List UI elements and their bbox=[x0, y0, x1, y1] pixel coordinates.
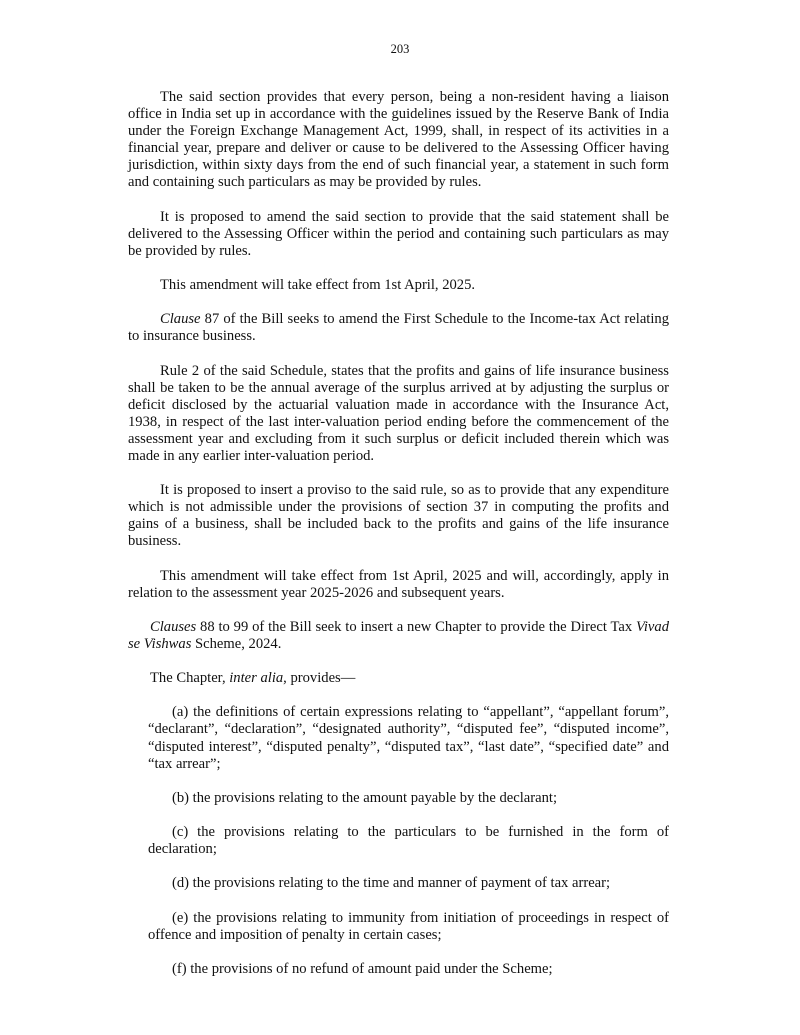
chapter-text: The Chapter, bbox=[150, 670, 230, 687]
list-item-f: (f) the provisions of no refund of amount paid under the Scheme; bbox=[172, 960, 553, 977]
provides-text: , provides— bbox=[283, 670, 356, 687]
paragraph-effective-date-2: This amendment will take effect from 1st April, 2025 and will, accordingly, apply in relation to the assessment year 2025-2026 and subsequent years. bbox=[128, 567, 669, 601]
paragraph-proviso: It is proposed to insert a proviso to the said rule, so as to provide that any expenditure which is not admissible under the provisions of section 37 in computing the profits and gains of a business, shall be included back to the profits and gains of the life insurance business. bbox=[128, 482, 669, 550]
page-number: 203 bbox=[390, 42, 410, 56]
paragraph-chapter-provides bbox=[128, 670, 669, 687]
scheme-name-italic: Vivad se Vishwas bbox=[128, 618, 669, 652]
clause-87-text: 87 of the Bill seeks to amend the First Schedule to the Income-tax Act relating to insurance business. bbox=[128, 311, 669, 345]
clauses-italic: Clauses bbox=[150, 618, 197, 635]
clause-italic: Clause bbox=[160, 311, 201, 328]
list-item-a: (a) the definitions of certain expressions relating to “appellant”, “appellant forum”, “declarant”, “declaration”, “designated authority”, “disputed fee”, “disputed income”, “disputed interest”, “disputed penalty”, “disputed tax”, “last date”, “specified date” and “tax arrear”; bbox=[148, 704, 669, 772]
document-body bbox=[128, 89, 669, 995]
list-item-e: (e) the provisions relating to immunity from initiation of proceedings in respect of offence and imposition of penalty in certain cases; bbox=[148, 909, 669, 943]
paragraph-effective-date: This amendment will take effect from 1st April, 2025. bbox=[160, 277, 476, 294]
clauses-text: 88 to 99 of the Bill seek to insert a new Chapter to provide the Direct Tax bbox=[196, 618, 637, 635]
list-item-d: (d) the provisions relating to the time and manner of payment of tax arrear; bbox=[172, 875, 611, 892]
paragraph-clauses-88-99 bbox=[128, 619, 669, 653]
paragraph-liaison-office: The said section provides that every person, being a non-resident having a liaison office in India set up in accordance with the guidelines issued by the Reserve Bank of India under the Foreign Exchange Management Act, 1999, shall, in respect of its activities in a financial year, prepare and deliver or cause to be delivered to the Assessing Officer having jurisdiction, within sixty days from the end of such financial year, a statement in such form and containing such particulars as may be provided by rules. bbox=[128, 89, 669, 191]
paragraph-clause-87 bbox=[128, 311, 669, 345]
list-item-b: (b) the provisions relating to the amount payable by the declarant; bbox=[172, 789, 557, 806]
list-item-c: (c) the provisions relating to the particulars to be furnished in the form of declaration; bbox=[148, 824, 669, 858]
paragraph-proposed-amendment: It is proposed to amend the said section to provide that the said statement shall be delivered to the Assessing Officer within the period and containing such particulars as may be provided by rules. bbox=[128, 208, 669, 259]
scheme-year-text: Scheme, 2024. bbox=[191, 636, 282, 652]
inter-alia-italic: inter alia bbox=[229, 670, 284, 687]
paragraph-rule-2: Rule 2 of the said Schedule, states that the profits and gains of life insurance business shall be taken to be the annual average of the surplus arrived at by adjusting the surplus or deficit disclosed by the actuarial valuation made in accordance with the Insurance Act, 1938, in respect of the last inter-valuation period ending before the commencement of the assessment year and excluding from it such surplus or deficit included therein which was made in any earlier inter-valuation period. bbox=[128, 362, 669, 464]
